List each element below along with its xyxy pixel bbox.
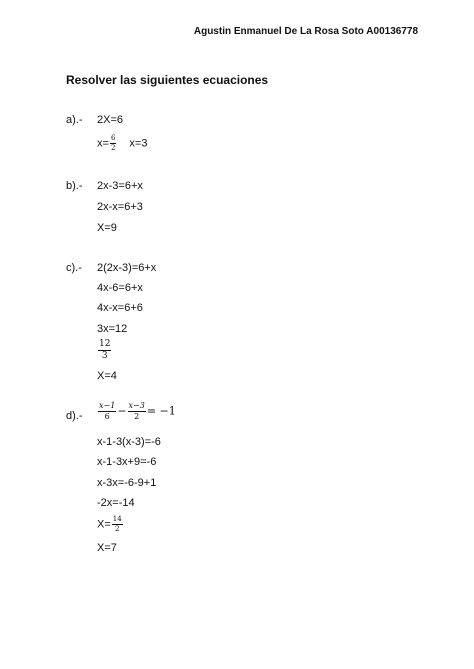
fraction-numerator: 12 [99, 339, 111, 349]
problem-d-label: d).- [66, 410, 83, 422]
fraction-numerator: 6 [110, 134, 116, 142]
problem-d-fraction-2 [128, 402, 146, 421]
problem-c-step-3: 3x=12 [97, 323, 128, 335]
problem-d-step-2: x-1-3x+9=-6 [97, 456, 157, 468]
minus-sign: − [117, 404, 127, 418]
fraction-denominator: 6 [104, 412, 110, 421]
problem-d-fraction-1 [98, 402, 116, 421]
problem-b-step-1: 2x-x=6+3 [97, 201, 143, 213]
problem-d-fraction-3 [112, 516, 123, 533]
problem-d-step-3: x-3x=-6-9+1 [97, 477, 157, 489]
problem-d-step-5 [97, 516, 124, 533]
problem-a-step-prefix: x= [97, 137, 109, 150]
problem-d-result: X=7 [97, 542, 117, 554]
fraction-numerator: x−1 [99, 401, 116, 410]
problem-b-step-2: X=9 [97, 222, 117, 234]
problem-c-step-1: 4x-6=6+x [97, 282, 143, 294]
fraction-numerator: 14 [112, 515, 122, 523]
problem-b-equation: 2x-3=6+x [97, 180, 143, 192]
problem-d-step-4: -2x=-14 [97, 497, 135, 509]
problem-a-fraction [110, 135, 116, 152]
author-header: Agustin Enmanuel De La Rosa Soto A00136778 [193, 26, 418, 37]
problem-c-result: X=4 [97, 370, 117, 382]
page-title: Resolver las siguientes ecuaciones [66, 73, 269, 87]
fraction-numerator: x−3 [128, 401, 145, 410]
problem-d-step-prefix: X= [97, 518, 111, 531]
problem-c-label: c).- [66, 262, 82, 274]
problem-c-step-2: 4x-x=6+6 [97, 302, 143, 314]
right-hand-side: = −1 [146, 404, 176, 418]
problem-a-equation: 2X=6 [97, 114, 123, 126]
problem-c-fraction [98, 340, 111, 361]
problem-d-equation [97, 402, 176, 421]
fraction-denominator: 2 [110, 144, 116, 152]
problem-c-equation: 2(2x-3)=6+x [97, 262, 157, 274]
problem-c-step-4 [97, 340, 112, 361]
problem-a-label: a).- [66, 114, 83, 126]
problem-d-step-1: x-1-3(x-3)=-6 [97, 436, 161, 448]
problem-b-label: b).- [66, 180, 83, 192]
problem-a-result: x=3 [129, 137, 148, 150]
problem-a-step-1 [97, 135, 147, 152]
fraction-denominator: 2 [114, 525, 120, 533]
fraction-denominator: 2 [134, 412, 140, 421]
fraction-denominator: 3 [101, 351, 108, 361]
